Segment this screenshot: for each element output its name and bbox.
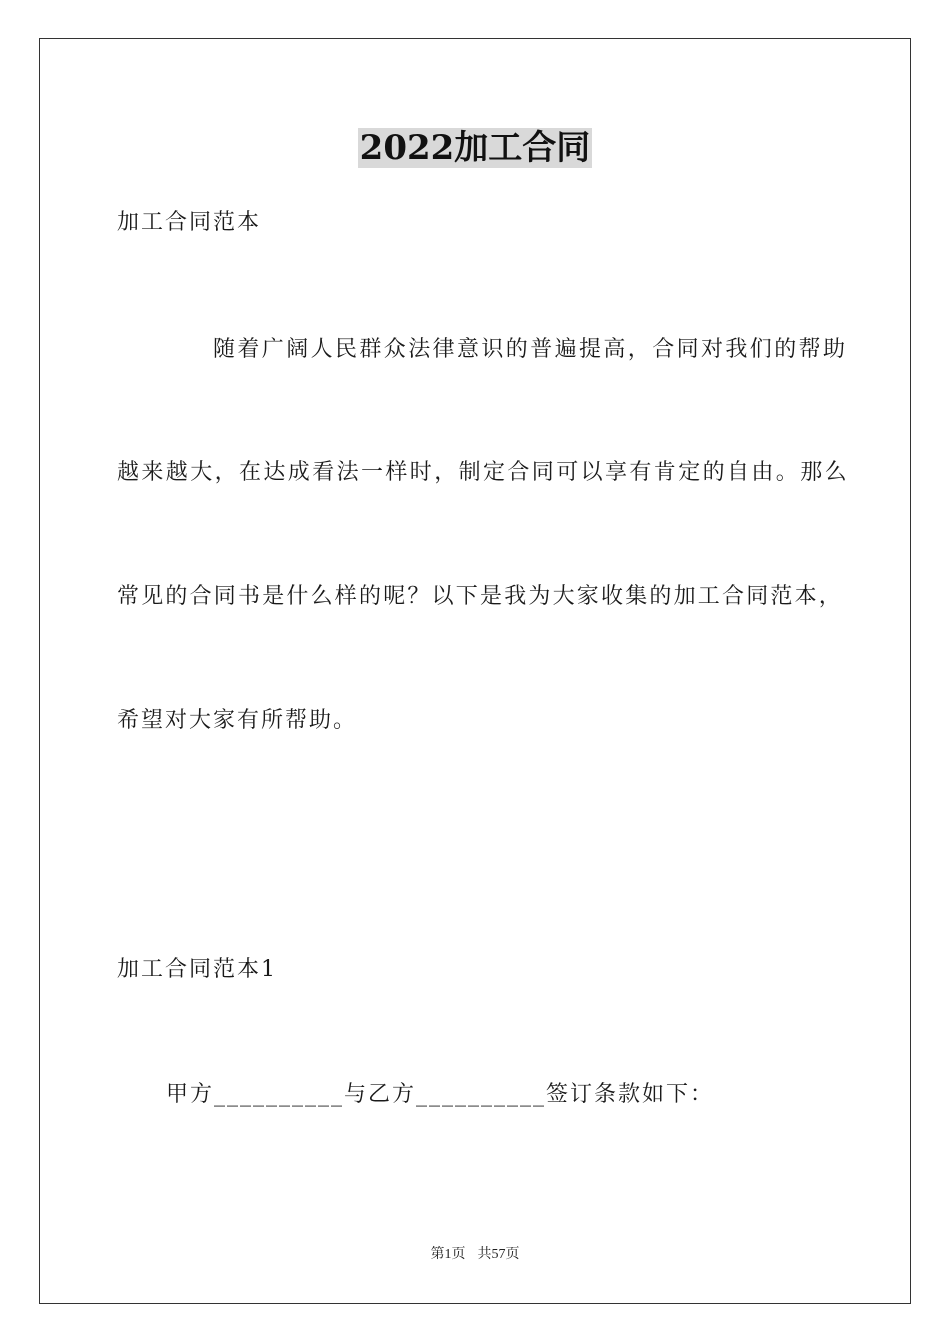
title-container (0, 128, 950, 168)
document-subtitle: 加工合同范本 (117, 210, 262, 235)
intro-line-2: 越来越大，在达成看法一样时，制定合同可以享有肯定的自由。那么 (117, 460, 850, 485)
document-title: 2022加工合同 (359, 128, 591, 168)
page-footer (0, 1246, 950, 1264)
page-number-total: 共57页 (477, 1247, 520, 1262)
section-heading: 加工合同范本1 (117, 957, 277, 982)
intro-line-3: 常见的合同书是什么样的呢？以下是我为大家收集的加工合同范本， (117, 584, 844, 609)
parties-line: 甲方__________与乙方__________签订条款如下： (166, 1082, 715, 1107)
intro-line-4: 希望对大家有所帮助。 (117, 708, 358, 733)
page-number-current: 第1页 (430, 1247, 466, 1262)
intro-line-1: 随着广阔人民群众法律意识的普遍提高，合同对我们的帮助 (213, 337, 848, 362)
